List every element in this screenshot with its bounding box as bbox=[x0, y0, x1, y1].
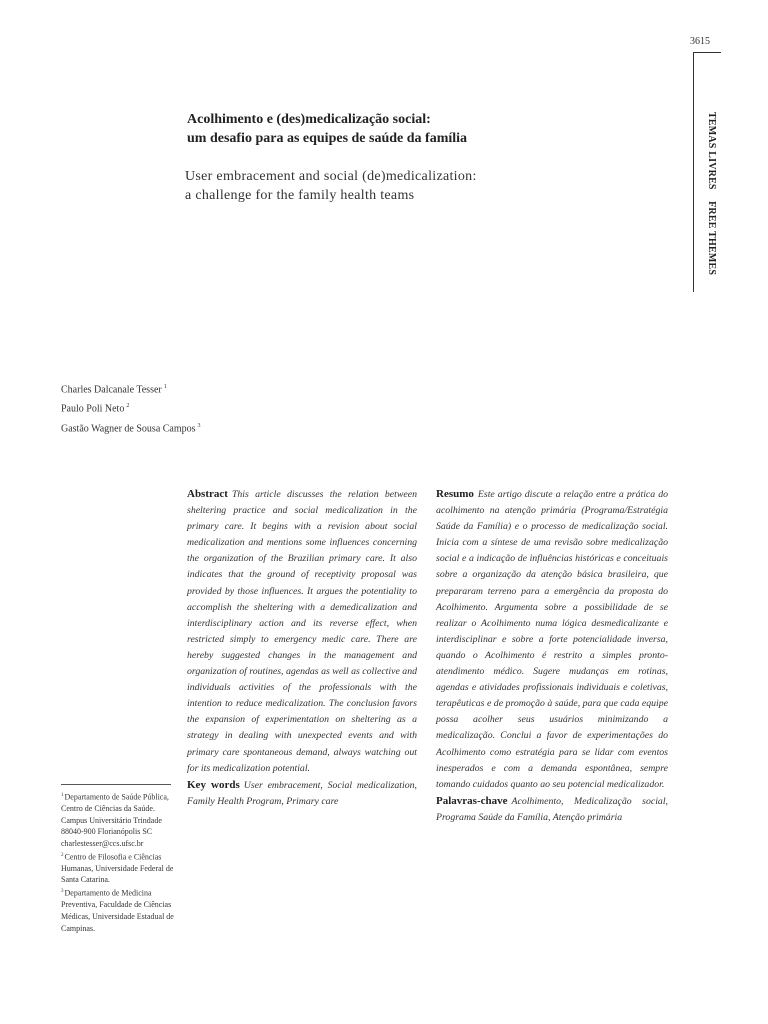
footnote-1-mark: 1 bbox=[61, 793, 64, 798]
title-en-line-2: a challenge for the family health teams bbox=[185, 188, 415, 203]
resumo-keywords bbox=[436, 793, 668, 826]
resumo-label: Resumo bbox=[436, 488, 474, 500]
resumo-text: Este artigo discute a relação entre a prática do acolhimento na atenção primária (Programa/Estratégia Saúde da Família) e o processo de medicalização social. Inicia com a síntese de uma revisão sobre medicalização social e a indicação de influências históricas e conceituais sobre a organização da atenção básica brasileira, que prepararam terreno para a emergência da proposta do Acolhimento. Argumenta sobre a possibilidade de se realizar o Acolhimento numa lógica desmedicalizante e interdisciplinar e sobre a forte potencialidade inversa, quando o Acolhimento é restrito a simples pronto-atendimento médico. Sugere mudanças em rotinas, agendas e atividades profissionais individuais e coletivas, terapêuticas e de promoção à saúde, para que cada equipe possa acolher seus usuários minimizando a medicalização. Conclui a favor de experimentações do Acolhimento como estratégia para se lidar com eventos inesperados e com a demanda espontânea, sempre tomando cuidados quanto ao seu potencial medicalizador. bbox=[436, 489, 668, 790]
author-1 bbox=[61, 379, 201, 398]
footnote-3 bbox=[61, 886, 181, 934]
title-pt-line-2: um desafio para as equipes de saúde da família bbox=[187, 131, 468, 146]
title-english bbox=[185, 167, 605, 205]
resumo-keywords-text: Acolhimento, Medicalização social, Programa Saúde da Família, Atenção primária bbox=[436, 795, 668, 823]
author-list bbox=[61, 379, 201, 437]
resumo-keywords-label: Palavras-chave bbox=[436, 794, 508, 807]
abstract-body bbox=[187, 486, 417, 777]
abstract-text: This article discusses the relation between sheltering practice and social medicalization in the primary care. It begins with a revision about social medicalization and mentions some influences concerning the organization of the Brazilian primary care. It also indicates that the ground of receptivity proposal was provided by those influences. It argues the potentiality to accomplish the sheltering with a demedicalization and interdisciplinary action and its reverse effect, when restricted simply to emergency medic care. There are hereby suggested changes in the management and organization of routines, agendas as well as collective and individuals activities of the professionals with the intention to reduce medicalization. The conclusion favors the expansion of experimentation on sheltering as a strategy in dealing with unexpected events and with primary care spontaneous demand, always watching out for its medicalization potential. bbox=[187, 489, 417, 774]
abstract-keywords-text: User embracement, Social medicalization, Family Health Program, Primary care bbox=[187, 779, 417, 807]
author-3-name: Gastão Wagner de Sousa Campos bbox=[61, 422, 196, 434]
author-1-name: Charles Dalcanale Tesser bbox=[61, 384, 162, 396]
title-en-line-1: User embracement and social (de)medicalization: bbox=[185, 169, 477, 184]
abstract-keywords bbox=[187, 777, 417, 810]
author-2 bbox=[61, 398, 201, 417]
footnote-2-text: Centro de Filosofia e Ciências Humanas, Universidade Federal de Santa Catarina. bbox=[61, 852, 174, 885]
abstract-label: Abstract bbox=[187, 488, 228, 500]
section-label-en: FREE THEMES bbox=[706, 201, 717, 276]
footnote-3-mark: 3 bbox=[61, 889, 64, 895]
author-3 bbox=[61, 418, 201, 437]
footnote-3-text: Departamento de Medicina Preventiva, Faculdade de Ciências Médicas, Universidade Estadual de Campinas. bbox=[61, 888, 174, 933]
abstract-column bbox=[187, 486, 417, 810]
title-pt-line-1: Acolhimento e (des)medicalização social: bbox=[187, 112, 431, 127]
resumo-column bbox=[436, 486, 668, 826]
author-2-name: Paulo Poli Neto bbox=[61, 403, 125, 415]
header-rule-vertical bbox=[693, 52, 694, 292]
footnote-rule bbox=[61, 784, 171, 785]
page-number: 3615 bbox=[690, 36, 710, 47]
author-2-affil: 2 bbox=[126, 403, 130, 410]
footnote-1-text: Departamento de Saúde Pública, Centro de Ciências da Saúde. Campus Universitário Trindade 88040-900 Florianópolis SC charlestesser@ccs.ufsc.br bbox=[61, 792, 169, 849]
resumo-body bbox=[436, 486, 668, 793]
title-portuguese bbox=[187, 110, 607, 148]
section-label-pt: TEMAS LIVRES bbox=[706, 112, 717, 190]
author-3-affil: 3 bbox=[197, 422, 201, 429]
footnotes bbox=[61, 790, 181, 934]
footnote-2 bbox=[61, 850, 181, 886]
abstract-keywords-label: Key words bbox=[187, 778, 240, 791]
section-label bbox=[706, 112, 717, 275]
header-rule-horizontal bbox=[693, 52, 721, 53]
footnote-1 bbox=[61, 790, 181, 850]
author-1-affil: 1 bbox=[163, 384, 167, 390]
footnote-2-mark: 2 bbox=[61, 852, 64, 858]
